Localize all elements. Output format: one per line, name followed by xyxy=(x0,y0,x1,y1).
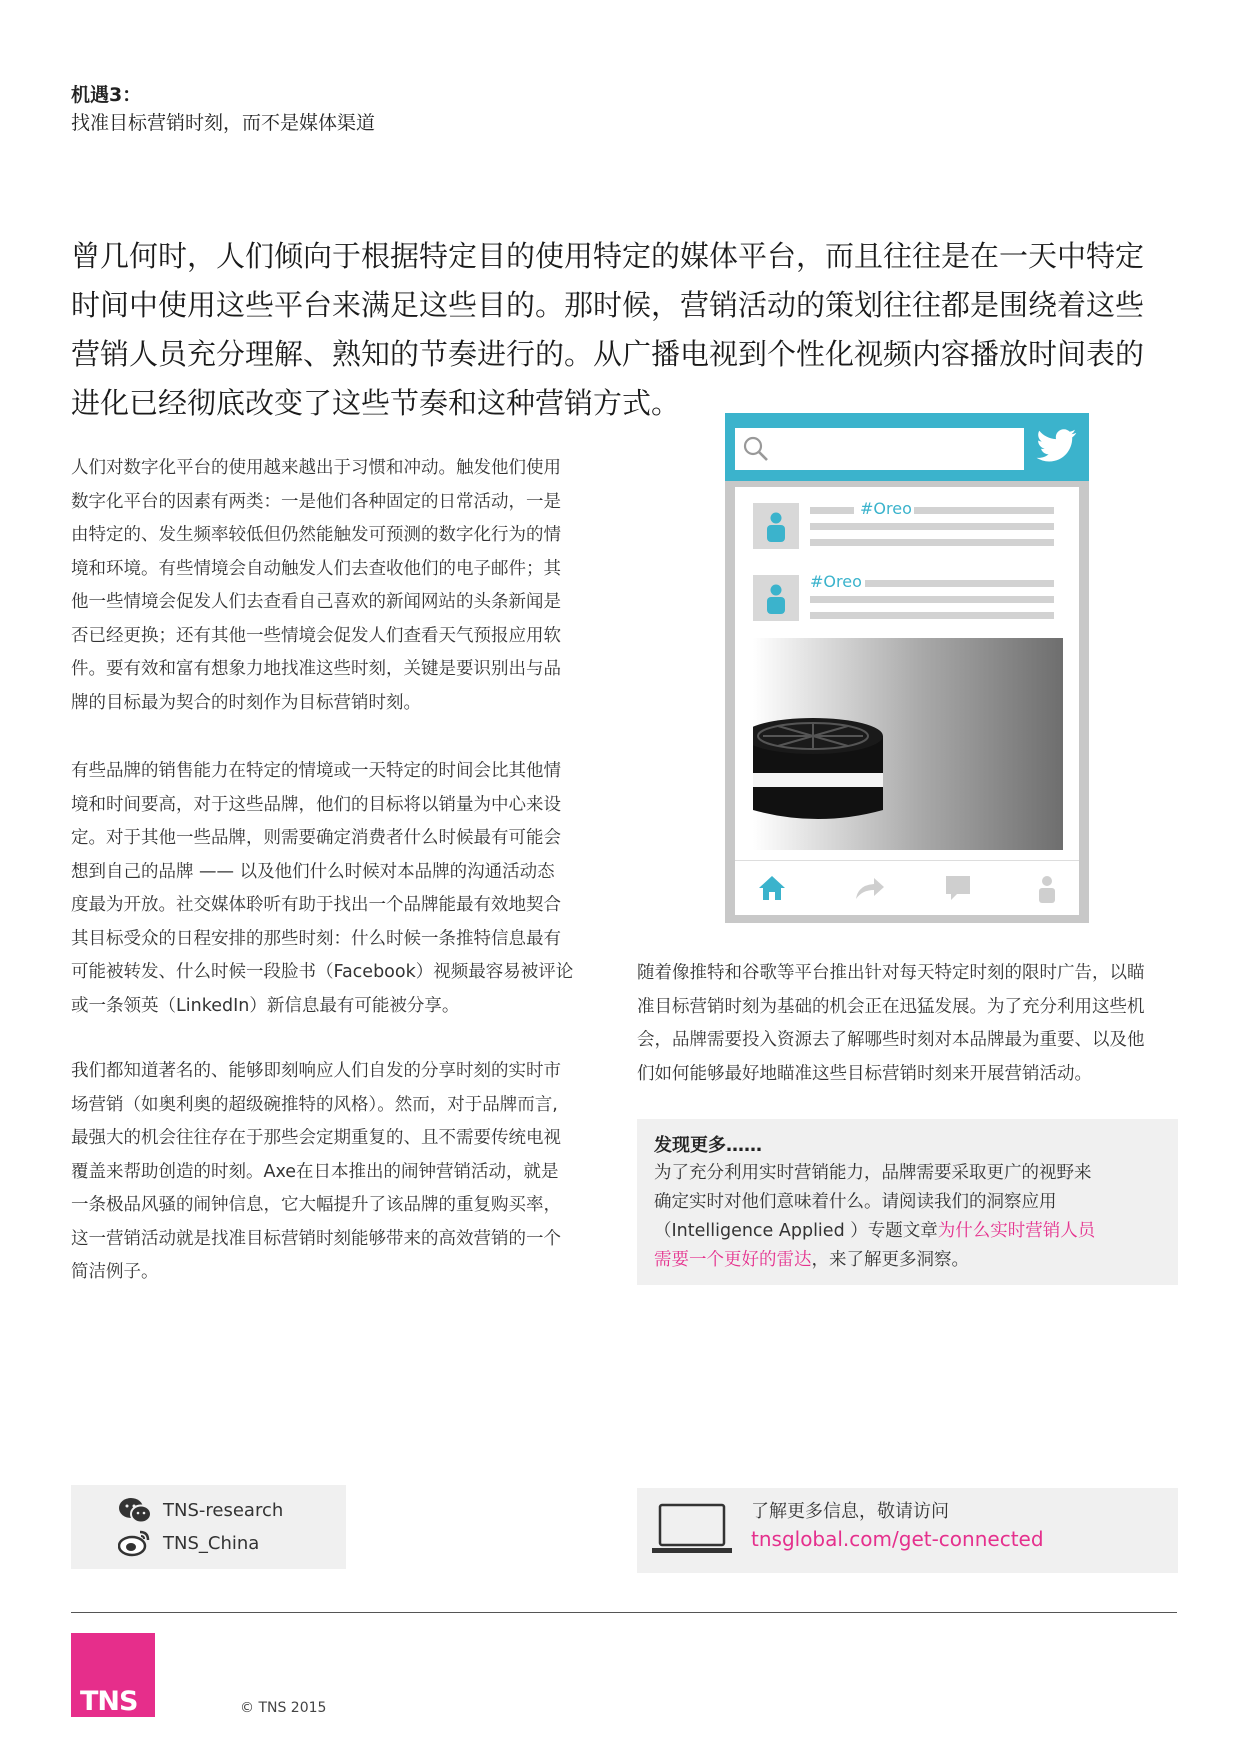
tweet-hashtag: #Oreo xyxy=(860,499,912,518)
wechat-icon xyxy=(118,1497,152,1525)
discover-text xyxy=(654,1159,1164,1275)
twitter-bottom-nav xyxy=(735,860,1079,915)
user-icon xyxy=(753,503,799,549)
article-link[interactable]: 需要一个更好的雷达 xyxy=(654,1250,812,1270)
tweet-line xyxy=(865,580,1054,587)
text-line: 境和时间要高，对于这些品牌，他们的目标将以销量为中心来设 xyxy=(71,794,561,815)
body-paragraph-1 xyxy=(71,452,611,720)
text-line: 我们都知道著名的、能够即刻响应人们自发的分享时刻的实时市 xyxy=(71,1061,561,1081)
text-line: 有些品牌的销售能力在特定的情境或一天特定的时间会比其他情 xyxy=(71,761,561,781)
text-line: 为了充分利用实时营销能力，品牌需要采取更广的视野来 xyxy=(654,1163,1092,1183)
cookie-illustration xyxy=(753,718,893,848)
text-line: 牌的目标最为契合的时刻作为目标营销时刻。 xyxy=(71,692,421,713)
text-line: 其目标受众的日程安排的那些时刻：什么时候一条推特信息最有 xyxy=(71,928,561,949)
text-line: 数字化平台的因素有两类：一是他们各种固定的日常活动，一是 xyxy=(71,491,561,512)
comment-icon xyxy=(943,873,973,903)
footer-divider xyxy=(71,1612,1177,1613)
text-line: 这一营销活动就是找准目标营销时刻能够带来的高效营销的一个 xyxy=(71,1228,561,1249)
contact-text: 了解更多信息，敬请访问 xyxy=(751,1501,949,1522)
text-line: 确定实时对他们意味着什么。请阅读我们的洞察应用 xyxy=(654,1192,1057,1212)
text-line: 最强大的机会往往存在于那些会定期重复的、且不需要传统电视 xyxy=(71,1128,561,1148)
text-line: 随着像推特和谷歌等平台推出针对每天特定时刻的限时广告，以瞄 xyxy=(637,963,1145,983)
tweet-line xyxy=(810,539,1054,546)
laptop-icon xyxy=(650,1502,734,1556)
text-line: 简洁例子。 xyxy=(71,1262,159,1282)
lead-line: 营销人员充分理解、熟知的节奏进行的。从广播电视到个性化视频内容播放时间表的 xyxy=(71,337,1145,371)
lead-line: 时间中使用这些平台来满足这些目的。那时候，营销活动的策划往往都是围绕着这些 xyxy=(71,288,1145,322)
home-icon xyxy=(757,873,787,903)
user-icon xyxy=(753,575,799,621)
wechat-account[interactable]: TNS-research xyxy=(163,1500,284,1521)
lead-line: 曾几何时，人们倾向于根据特定目的使用特定的媒体平台，而且往往是在一天中特定 xyxy=(71,239,1145,273)
section-label: 机遇3： xyxy=(71,84,142,106)
text-plain: ，来了解更多洞察。 xyxy=(811,1250,969,1270)
twitter-bird-icon xyxy=(1036,428,1078,466)
text-line: 一条极品风骚的闹钟信息，它大幅提升了该品牌的重复购买率， xyxy=(71,1195,561,1215)
social-box xyxy=(71,1485,346,1569)
tweet-image xyxy=(753,638,1063,850)
text-line xyxy=(654,1217,1164,1246)
section-subtitle: 找准目标营销时刻，而不是媒体渠道 xyxy=(71,112,376,134)
lead-line: 进化已经彻底改变了这些节奏和这种营销方式。 xyxy=(71,386,681,420)
twitter-search-box xyxy=(735,428,1024,470)
text-line: 否已经更换；还有其他一些情境会促发人们查看天气预报应用软 xyxy=(71,625,561,646)
body-paragraph-2 xyxy=(71,755,611,1023)
text-line: 由特定的、发生频率较低但仍然能触发可预测的数字化行为的情 xyxy=(71,525,561,545)
right-paragraph xyxy=(637,957,1187,1091)
text-line: 境和环境。有些情境会自动触发人们去查收他们的电子邮件；其 xyxy=(71,558,561,579)
contact-link[interactable]: tnsglobal.com/get-connected xyxy=(751,1527,1044,1551)
text-line: 定。对于其他一些品牌，则需要确定消费者什么时候最有可能会 xyxy=(71,828,561,848)
weibo-icon xyxy=(118,1528,152,1558)
text-line: 们如何能够最好地瞄准这些目标营销时刻来开展营销活动。 xyxy=(637,1063,1092,1084)
text-line: 覆盖来帮助创造的时刻。Axe在日本推出的闹钟营销活动，就是 xyxy=(71,1161,559,1182)
text-plain: （Intelligence Applied ）专题文章 xyxy=(654,1221,938,1241)
article-link[interactable]: 为什么实时营销人员 xyxy=(937,1221,1096,1241)
avatar xyxy=(753,503,799,549)
text-line: 人们对数字化平台的使用越来越出于习惯和冲动。触发他们使用 xyxy=(71,458,561,478)
tweet-line xyxy=(810,612,1054,619)
tweet-hashtag: #Oreo xyxy=(810,572,862,591)
tweet-line xyxy=(810,523,1054,530)
discover-title: 发现更多…… xyxy=(654,1135,762,1156)
avatar xyxy=(753,575,799,621)
text-line: 会，品牌需要投入资源去了解哪些时刻对本品牌最为重要、以及他 xyxy=(637,1030,1145,1050)
text-line: 度最为开放。社交媒体聆听有助于找出一个品牌能最有效地契合 xyxy=(71,895,561,915)
tweet-line xyxy=(914,507,1054,514)
tweet-line xyxy=(810,596,1054,603)
text-line: 他一些情境会促发人们去查看自己喜欢的新闻网站的头条新闻是 xyxy=(71,592,561,612)
copyright: © TNS 2015 xyxy=(240,1700,327,1716)
lead-paragraph xyxy=(71,232,1171,428)
text-line: 件。要有效和富有想象力地找准这些时刻，关键是要识别出与品 xyxy=(71,659,561,679)
profile-icon xyxy=(1032,873,1062,903)
text-line: 场营销（如奥利奥的超级碗推特的风格）。然而，对于品牌而言, xyxy=(71,1094,558,1115)
retweet-arrow-icon xyxy=(852,873,886,903)
text-line: 准目标营销时刻为基础的机会正在迅猛发展。为了充分利用这些机 xyxy=(637,996,1145,1017)
search-icon xyxy=(741,434,771,464)
text-line xyxy=(654,1246,1164,1275)
tns-logo-text: TNS xyxy=(80,1686,138,1717)
text-line: 或一条领英（LinkedIn）新信息最有可能被分享。 xyxy=(71,995,460,1016)
text-line: 想到自己的品牌 —— 以及他们什么时候对本品牌的沟通活动态 xyxy=(71,861,555,882)
tweet-line xyxy=(810,507,854,514)
body-paragraph-3 xyxy=(71,1055,611,1290)
weibo-account[interactable]: TNS_China xyxy=(163,1533,260,1554)
text-line: 可能被转发、什么时候一段脸书（Facebook）视频最容易被评论 xyxy=(71,962,574,982)
